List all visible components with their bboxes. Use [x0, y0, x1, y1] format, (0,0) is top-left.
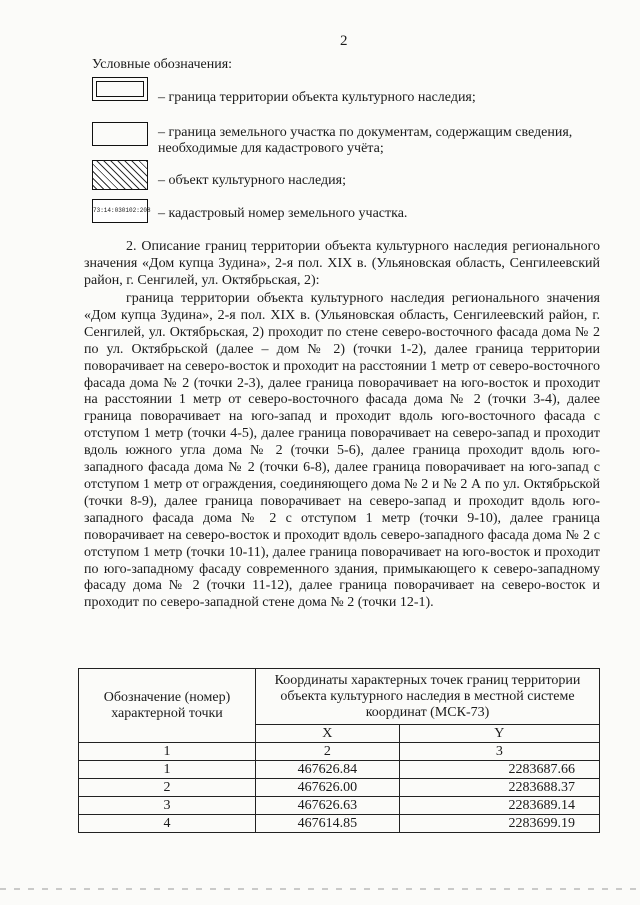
x-cell: 467626.00 — [256, 779, 400, 797]
column-index-row — [79, 743, 600, 761]
y-cell: 2283688.37 — [399, 779, 599, 797]
coordinates-header: Координаты характерных точек границ территории объекта культурного наследия в местной системе координат (МСК-73) — [256, 669, 600, 725]
column-index: 2 — [256, 743, 400, 761]
column-index: 1 — [79, 743, 256, 761]
point-cell: 4 — [79, 815, 256, 833]
y-cell: 2283687.66 — [399, 761, 599, 779]
legend-item-text: – объект культурного наследия; — [158, 173, 346, 188]
point-cell: 3 — [79, 797, 256, 815]
page-number: 2 — [340, 33, 348, 49]
section-heading: 2. Описание границ территории объекта культурного наследия регионального значения «Дом купца Зудина», 2-я пол. XIX в. (Ульяновская область, Сенгилеевский район, г. Сенгилей, ул. Октябрьская, 2): — [84, 239, 600, 288]
hatched-box-icon — [92, 160, 148, 190]
double-border-box-icon — [92, 77, 148, 101]
y-cell: 2283689.14 — [399, 797, 599, 815]
table-row — [79, 797, 600, 815]
x-header: X — [256, 725, 400, 743]
legend-item-text: – кадастровый номер земельного участка. — [158, 206, 408, 221]
point-cell: 2 — [79, 779, 256, 797]
table-row — [79, 761, 600, 779]
scan-artifact — [0, 888, 640, 890]
point-number-header: Обозначение (номер) характерной точки — [79, 669, 256, 743]
x-cell: 467626.63 — [256, 797, 400, 815]
x-cell: 467626.84 — [256, 761, 400, 779]
table-row — [79, 815, 600, 833]
single-border-box-icon — [92, 122, 148, 146]
x-cell: 467614.85 — [256, 815, 400, 833]
y-cell: 2283699.19 — [399, 815, 599, 833]
table-header-row — [79, 669, 600, 725]
y-header: Y — [399, 725, 599, 743]
legend-item-text: – граница территории объекта культурного наследия; — [158, 90, 476, 105]
column-index: 3 — [399, 743, 599, 761]
legend-item-text: – граница земельного участка по документам, содержащим сведения, необходимые для кадастрового учёта; — [158, 125, 573, 156]
point-cell: 1 — [79, 761, 256, 779]
table-row — [79, 779, 600, 797]
cadastral-box-icon: 73:14:030102:208 — [92, 199, 148, 223]
boundary-description: граница территории объекта культурного наследия регионального значения «Дом купца Зудина», 2-я пол. XIX в. (Ульяновская область, Сенгилеевский район, г. Сенгилей, ул. Октябрьская, 2) проходит по стене северо-восточного фасада дома № 2 по ул. Октябрьской (далее – дом № 2) (точки 1-2), далее граница территории поворачивает на северо-восток и проходит на расстоянии 1 метр от северо-восточного фасада дома № 2 (точки 2-3), далее граница поворачивает на юго-восток и проходит на расстоянии 1 метр от северо-восточного фасада дома № 2 (точки 3-4), далее граница поворачивает на юго-запад и проходит вдоль юго-восточного фасада с отступом 1 метр (точки 4-5), далее граница поворачивает на северо-запад и проходит вдоль южного угла дома № 2 (точки 5-6), далее граница проходит вдоль юго-западного фасада дома № 2 (точки 6-8), далее граница поворачивает на юго-запад с отступом 1 метр от ограждения, соединяющего дома № 2 и № 2 А по ул. Октябрьской (точки 8-9), далее граница поворачивает на северо-запад и проходит вдоль юго-западного фасада дома № 2 с отступом 1 метр (точки 9-10), далее граница поворачивает на северо-восток и проходит вдоль северо-западного фасада дома № 2 с отступом 1 метр (точки 10-11), далее граница поворачивает на юго-восток и проходит по юго-западному фасаду современного здания, примыкающего к северо-западному фасаду дома № 2 (точки 11-12), далее граница поворачивает на северо-восток и проходит по северо-западной стене дома № 2 (точки 12-1). — [84, 291, 600, 611]
legend-title: Условные обозначения: — [92, 57, 233, 72]
coordinates-table — [78, 668, 600, 833]
